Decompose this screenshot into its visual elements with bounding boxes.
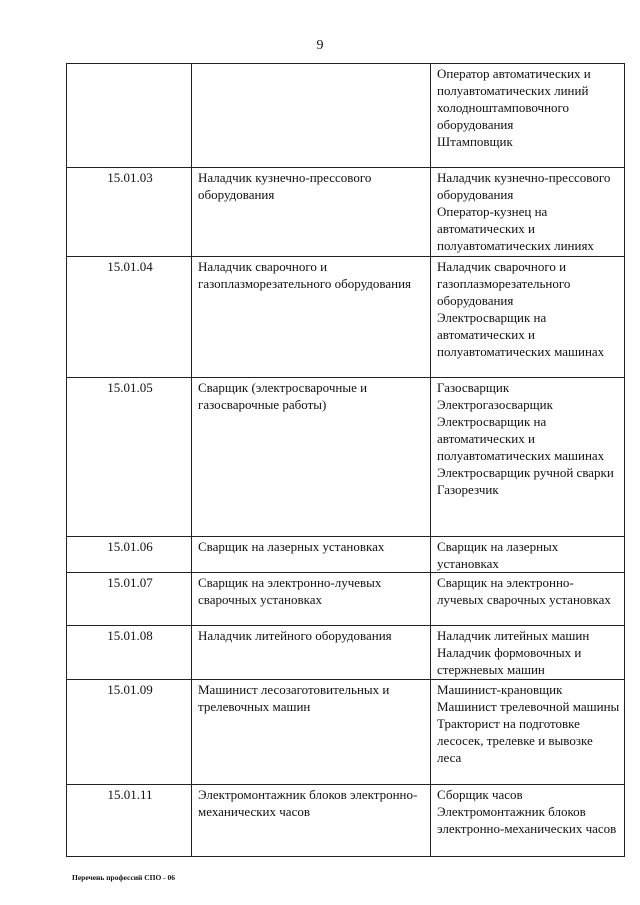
occupation-list xyxy=(431,257,625,378)
occupation-item: Наладчик литейных машин xyxy=(437,628,590,643)
profession-name: Электромонтажник блоков электронно-механических часов xyxy=(192,785,431,857)
occupation-item: Машинист трелевочной машины xyxy=(437,699,620,714)
occupation-list xyxy=(431,537,625,573)
table-row xyxy=(67,573,625,626)
profession-name: Наладчик сварочного и газоплазморезательного оборудования xyxy=(192,257,431,378)
occupation-item: Сварщик на лазерных установках xyxy=(437,539,559,571)
occupation-list xyxy=(431,573,625,626)
occupation-item: Сварщик на электронно-лучевых сварочных установках xyxy=(437,575,611,607)
table-row xyxy=(67,626,625,680)
occupation-item: Электромонтажник блоков электронно-механических часов xyxy=(437,804,617,836)
profession-name: Сварщик (электросварочные и газосварочные работы) xyxy=(192,378,431,537)
profession-code: 15.01.04 xyxy=(67,257,192,378)
occupation-item: Наладчик кузнечно-прессового оборудования xyxy=(437,170,611,202)
page-number: 9 xyxy=(316,38,324,53)
occupation-item: Электросварщик на автоматических и полуавтоматических машинах xyxy=(437,310,605,359)
occupation-list xyxy=(431,785,625,857)
occupation-item: Оператор автоматических и полуавтоматических линий холодноштамповочного оборудования xyxy=(437,66,591,132)
occupation-item: Наладчик сварочного и газоплазморезательного оборудования xyxy=(437,259,571,308)
occupation-item: Машинист-крановщик xyxy=(437,682,563,697)
occupation-item: Тракторист на подготовке лесосек, трелевке и вывозке леса xyxy=(437,716,593,765)
profession-name xyxy=(192,64,431,168)
table-row xyxy=(67,680,625,785)
footer-document-title: Перечень профессий СПО - 06 xyxy=(72,873,176,882)
table-row xyxy=(67,378,625,537)
occupation-item: Газосварщик xyxy=(437,380,510,395)
occupation-list xyxy=(431,168,625,257)
occupation-item: Наладчик формовочных и стержневых машин xyxy=(437,645,582,677)
occupation-item: Газорезчик xyxy=(437,482,499,497)
profession-code: 15.01.09 xyxy=(67,680,192,785)
occupation-item: Штамповщик xyxy=(437,134,513,149)
table-row xyxy=(67,168,625,257)
occupation-item: Сборщик часов xyxy=(437,787,523,802)
profession-code: 15.01.03 xyxy=(67,168,192,257)
table-row xyxy=(67,537,625,573)
occupation-item: Оператор-кузнец на автоматических и полуавтоматических линиях xyxy=(437,204,594,253)
profession-name: Сварщик на лазерных установках xyxy=(192,537,431,573)
profession-code: 15.01.08 xyxy=(67,626,192,680)
table-row xyxy=(67,785,625,857)
occupation-list xyxy=(431,680,625,785)
occupation-list xyxy=(431,378,625,537)
occupation-item: Электросварщик на автоматических и полуавтоматических машинах xyxy=(437,414,605,463)
table-row xyxy=(67,64,625,168)
profession-name: Наладчик кузнечно-прессового оборудования xyxy=(192,168,431,257)
occupation-item: Электросварщик ручной сварки xyxy=(437,465,614,480)
profession-name: Машинист лесозаготовительных и трелевочных машин xyxy=(192,680,431,785)
professions-table xyxy=(66,63,625,857)
profession-name: Наладчик литейного оборудования xyxy=(192,626,431,680)
profession-name: Сварщик на электронно-лучевых сварочных установках xyxy=(192,573,431,626)
profession-code: 15.01.11 xyxy=(67,785,192,857)
profession-code: 15.01.06 xyxy=(67,537,192,573)
profession-code: 15.01.05 xyxy=(67,378,192,537)
occupation-item: Электрогазосварщик xyxy=(437,397,553,412)
occupation-list xyxy=(431,64,625,168)
profession-code: 15.01.07 xyxy=(67,573,192,626)
occupation-list xyxy=(431,626,625,680)
profession-code xyxy=(67,64,192,168)
table-row xyxy=(67,257,625,378)
